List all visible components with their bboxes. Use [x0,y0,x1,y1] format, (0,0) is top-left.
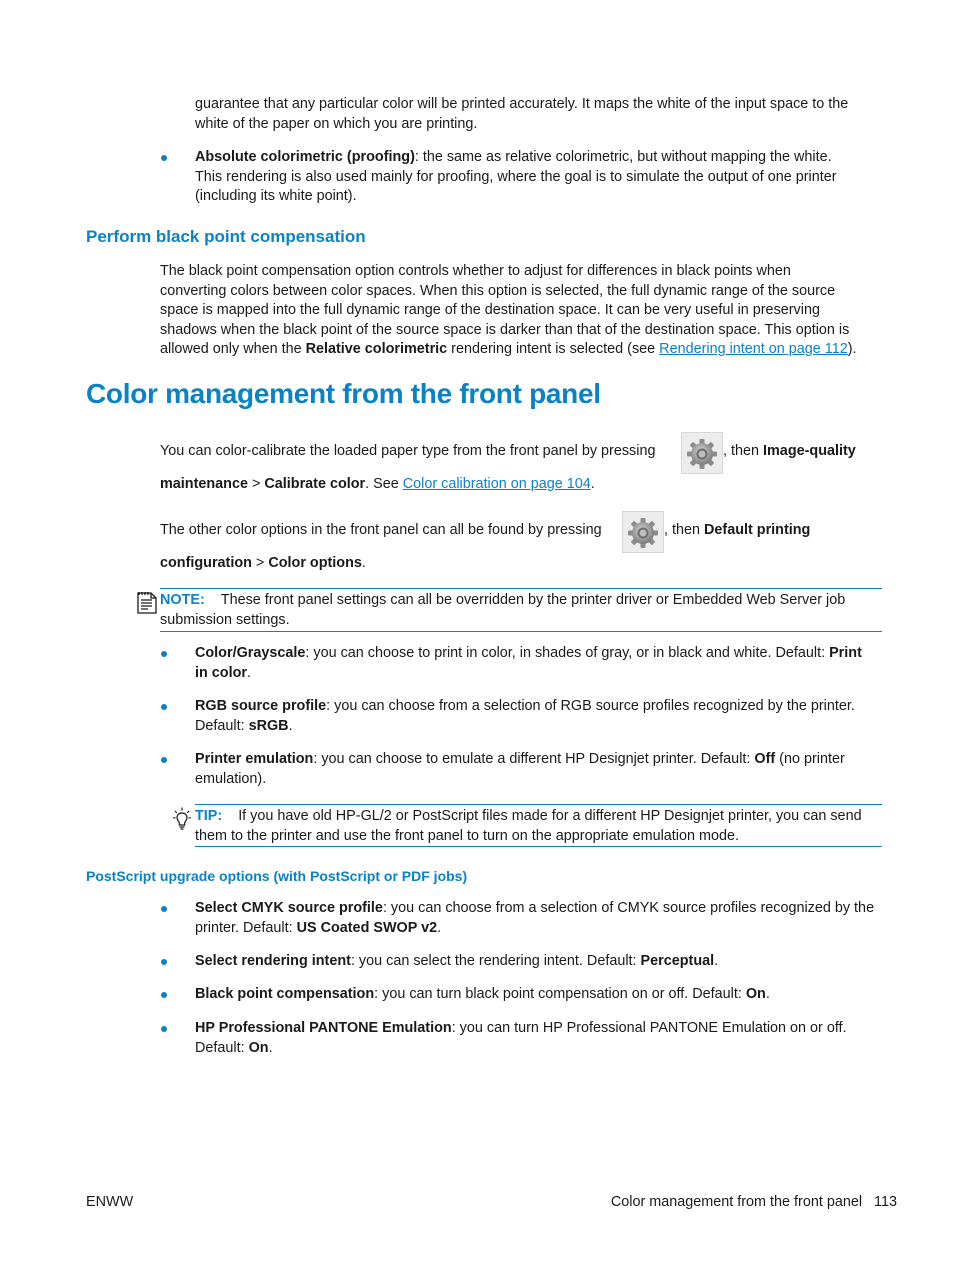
lightbulb-icon [170,806,194,839]
options-paragraph-then: , then Default printing [664,522,811,538]
calibrate-paragraph-line1: You can color-calibrate the loaded paper type from the front panel by pressing [160,443,656,459]
subsection-heading: PostScript upgrade options (with PostScript or PDF jobs) [86,868,468,884]
tip-label: TIP: [195,808,223,824]
rendering-intent-link[interactable]: Rendering intent on page 112 [659,341,848,357]
tip-bottom-rule [195,846,882,847]
section-heading: Perform black point compensation [86,227,366,246]
intro-paragraph: guarantee that any particular color will be printed accurately. It maps the white of the input space to the white of the paper on which you are printing. [195,96,849,132]
note-box: NOTE: These front panel settings can all be overridden by the printer driver or Embedded Web Server job submission settings. [160,592,846,628]
settings-gear-icon [681,432,723,474]
bullet-marker [161,906,167,912]
color-calibration-link[interactable]: Color calibration on page 104 [402,476,591,492]
list-item: HP Professional PANTONE Emulation: you can turn HP Professional PANTONE Emulation on or off. Default: On. [195,1020,847,1056]
list-item: Printer emulation: you can choose to emulate a different HP Designjet printer. Default: Off (no printer emulation). [195,751,845,787]
list-item: Absolute colorimetric (proofing): the same as relative colorimetric, but without mapping the white. This rendering is also used mainly for proofing, where the goal is to simulate the output of one printer (including its white point). [195,149,837,204]
settings-gear-icon [622,511,664,553]
bullet-marker [161,1026,167,1032]
note-top-rule [160,588,882,589]
options-paragraph-line2: configuration > Color options. [160,555,366,571]
bullet-marker [161,959,167,965]
tip-box: TIP: If you have old HP-GL/2 or PostScript files made for a different HP Designjet printer, you can send them to the printer and use the front panel to turn on the appropriate emulation mode. [195,808,862,844]
list-item: Select CMYK source profile: you can choose from a selection of CMYK source profiles recognized by the printer. Default: US Coated SWOP v2. [195,900,875,936]
footer-right [611,1193,897,1213]
calibrate-paragraph-then: , then Image-quality [723,443,856,459]
footer-left: ENWW [86,1194,134,1210]
note-bottom-rule [160,631,882,632]
bullet-marker [161,757,167,763]
note-label: NOTE: [160,592,205,608]
options-paragraph-line1: The other color options in the front panel can all be found by pressing [160,522,602,538]
list-item: Color/Grayscale: you can choose to print in color, in shades of gray, or in black and white. Default: Print in color. [195,645,862,681]
bpc-paragraph: The black point compensation option controls whether to adjust for differences in black points when converting colors between color spaces. When this option is selected, the full dynamic range of the source space is mapped into the full dynamic range of the destination space. It can be very useful in preserving shadows when the black point of the source space is darker than that of the destination space. This option is allowed only when the Relative colorimetric rendering intent is selected (see Rendering intent on page 112). [160,263,857,357]
bullet-marker [161,992,167,998]
list-item: Black point compensation: you can turn black point compensation on or off. Default: On. [195,986,770,1002]
page-number: 113 [874,1194,897,1210]
list-item: RGB source profile: you can choose from a selection of RGB source profiles recognized by the printer. Default: sRGB. [195,698,855,734]
calibrate-paragraph-line2: maintenance > Calibrate color. See Color calibration on page 104. [160,476,595,492]
list-item: Select rendering intent: you can select the rendering intent. Default: Perceptual. [195,953,719,969]
bullet-marker [161,651,167,657]
page-title: Color management from the front panel [86,378,601,409]
note-icon [135,589,159,622]
footer-title: Color management from the front panel [610,1194,863,1210]
tip-top-rule [195,804,882,805]
bullet-marker [161,704,167,710]
bullet-marker [161,155,167,161]
